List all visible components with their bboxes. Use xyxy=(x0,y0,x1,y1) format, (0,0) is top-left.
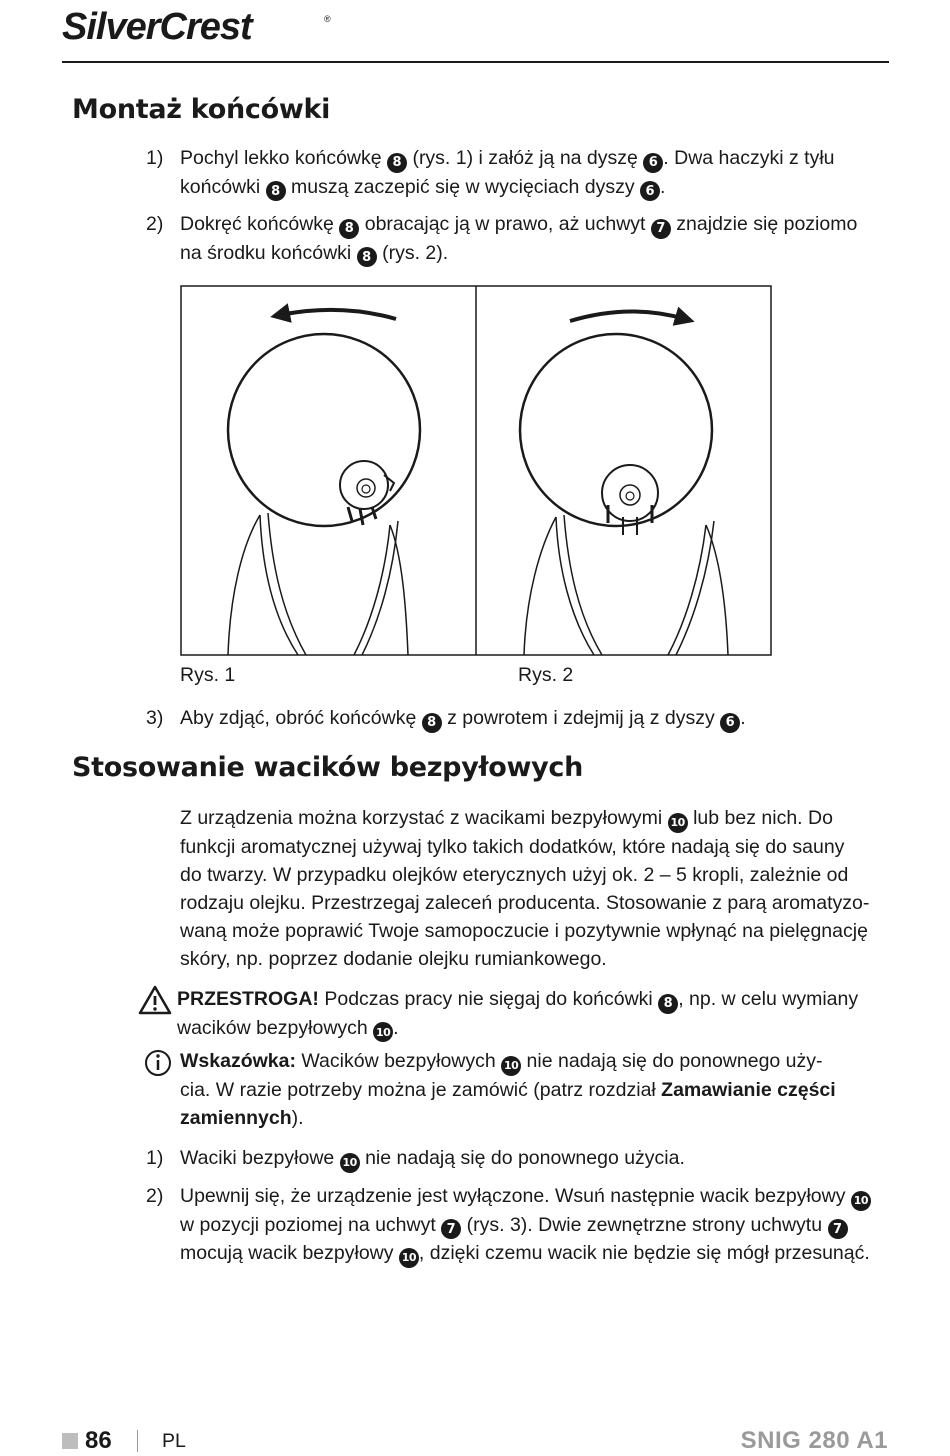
marker-8: 8 xyxy=(387,153,407,173)
marker-8: 8 xyxy=(266,181,286,201)
marker-8: 8 xyxy=(658,994,678,1014)
caption-rys-1: Rys. 1 xyxy=(180,664,236,686)
caption-rys-2: Rys. 2 xyxy=(518,664,574,686)
footer-square xyxy=(62,1433,78,1449)
step-2-text: Dokręć końcówkę 8 obracając ją w prawo, aż uchwyt 7 znajdzie się poziomo na środku końcówki 8 (rys. 2). xyxy=(180,210,890,267)
step-number: 2) xyxy=(146,213,164,235)
note-text: Wskazówka: Wacików bezpyłowych 10 nie nadają się do ponownego uży- cia. W razie potrzeby można je zamówić (patrz rozdział Zamawianie części zamiennych). xyxy=(180,1050,836,1129)
language-code: PL xyxy=(162,1430,186,1452)
marker-8: 8 xyxy=(357,247,377,267)
header-rule xyxy=(62,61,889,63)
registered-mark: ® xyxy=(324,14,331,24)
step-1-text: Pochyl lekko końcówkę 8 (rys. 1) i załóż ją na dyszę 6 . Dwa haczyki z tyłu końcówki 8 muszą zaczepić się w wycięciach dyszy 6 . xyxy=(180,144,890,201)
warning-text: PRZESTROGA! Podczas pracy nie sięgaj do końcówki 8 , np. w celu wymiany wacików bezpyłowych 10 . xyxy=(177,985,892,1042)
step-number: 3) xyxy=(146,707,164,729)
intro-paragraph: Z urządzenia można korzystać z wacikami bezpyłowymi 10 lub bez nich. Do funkcji aromatycznej używaj tylko takich dodatków, które nadają się do sauny do twarzy. W przypadku olejków eterycznych użyj ok. 2 – 5 kropli, zależnie od rodzaju olejku. Przestrzegaj zaleceń producenta. Stosowanie z parą aromatyzo- waną może poprawić Twoje samopoczucie i pozytywnie wpłynąć na pielęgnację skóry, np. poprzez dodanie olejku rumiankowego. xyxy=(180,807,870,970)
page-number: 86 xyxy=(85,1427,112,1454)
model-number: SNIG 280 A1 xyxy=(740,1427,888,1454)
step-number: 1) xyxy=(146,147,164,169)
section-title-waciki: Stosowanie wacików bezpyłowych xyxy=(72,752,584,783)
marker-6: 6 xyxy=(720,713,740,733)
figure-rys-1-2 xyxy=(180,285,772,656)
marker-10: 10 xyxy=(851,1191,871,1211)
marker-7: 7 xyxy=(828,1219,848,1239)
marker-7: 7 xyxy=(441,1219,461,1239)
info-icon xyxy=(144,1049,172,1077)
marker-8: 8 xyxy=(339,219,359,239)
brand-logo: SilverCrest xyxy=(62,6,252,48)
footer-divider xyxy=(137,1430,138,1452)
marker-6: 6 xyxy=(643,153,663,173)
step-number: 1) xyxy=(146,1147,164,1169)
marker-7: 7 xyxy=(651,219,671,239)
marker-6: 6 xyxy=(640,181,660,201)
marker-10: 10 xyxy=(668,813,688,833)
marker-8: 8 xyxy=(422,713,442,733)
step-3-text: Aby zdjąć, obróć końcówkę 8 z powrotem i zdejmij ją z dyszy 6 . xyxy=(180,704,890,733)
marker-10: 10 xyxy=(399,1248,419,1268)
marker-10: 10 xyxy=(501,1056,521,1076)
waciki-step-1-text: Waciki bezpyłowe 10 nie nadają się do ponownego użycia. xyxy=(180,1144,890,1173)
warning-icon xyxy=(138,985,172,1015)
step-number: 2) xyxy=(146,1185,164,1207)
marker-10: 10 xyxy=(340,1153,360,1173)
marker-10: 10 xyxy=(373,1022,393,1042)
waciki-step-2-text: Upewnij się, że urządzenie jest wyłączone. Wsuń następnie wacik bezpyłowy 10 w pozycji poziomej na uchwyt 7 (rys. 3). Dwie zewnętrzne strony uchwytu 7 mocują wacik bezpyłowy 10 , dzięki czemu wacik nie będzie się mógł przesunąć. xyxy=(180,1182,895,1268)
section-title-montaz: Montaż końcówki xyxy=(72,94,331,125)
